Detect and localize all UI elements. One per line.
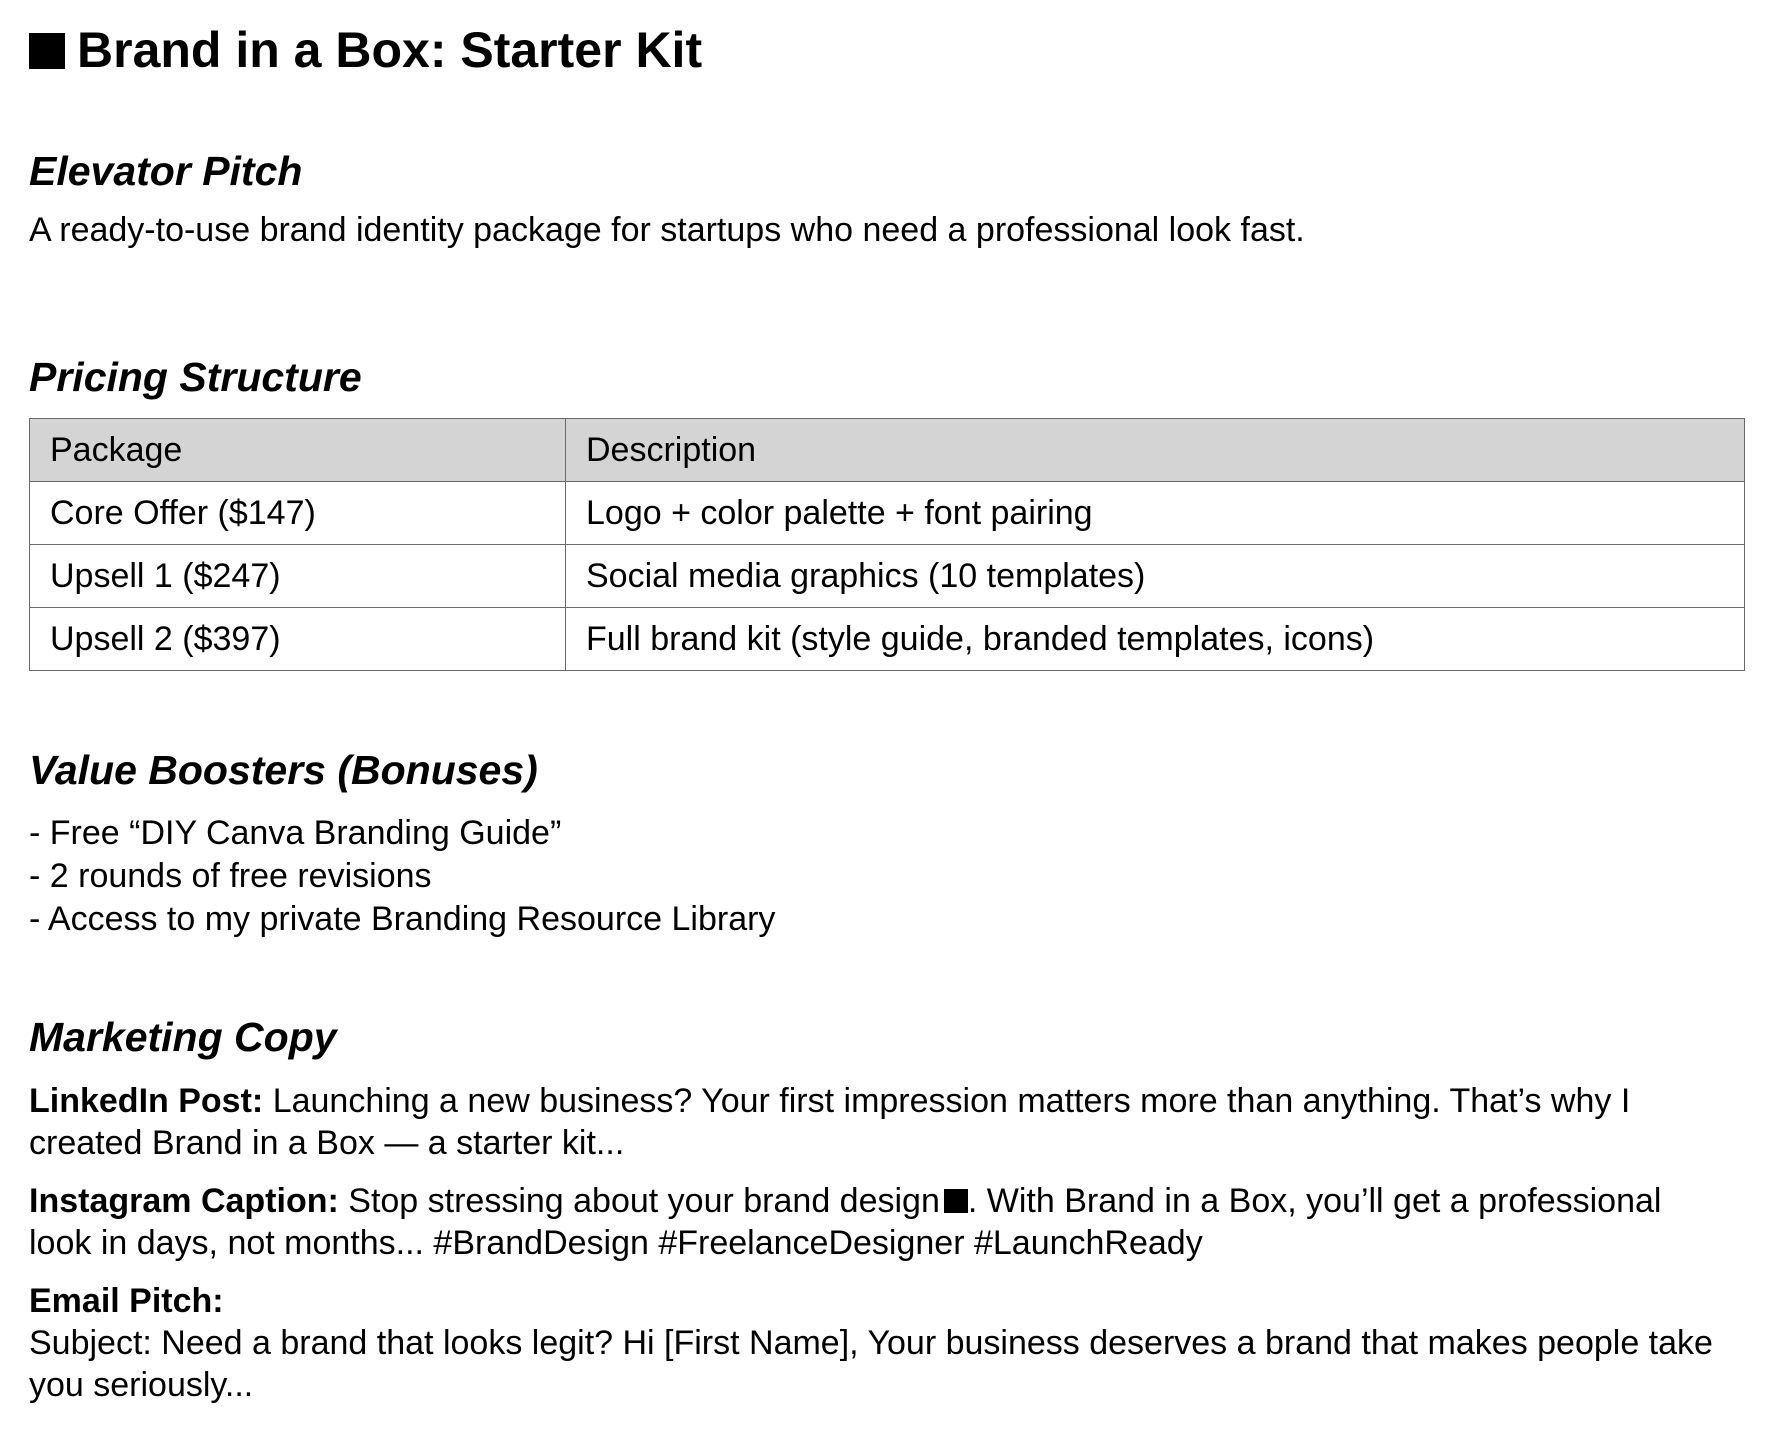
description-cell: Logo + color palette + font pairing bbox=[566, 482, 1745, 545]
pricing-table-header-row bbox=[30, 419, 1745, 482]
elevator-pitch-text: A ready-to-use brand identity package for startups who need a professional look fast. bbox=[29, 211, 1305, 249]
table-row bbox=[30, 545, 1745, 608]
instagram-caption-text: Stop stressing about your brand design bbox=[348, 1182, 940, 1220]
email-pitch-text: Subject: Need a brand that looks legit? Hi [First Name], Your business deserves a brand that makes people take you seriously... bbox=[29, 1324, 1713, 1404]
value-boosters-heading: Value Boosters (Bonuses) bbox=[29, 747, 538, 793]
linkedin-post-text: Launching a new business? Your first impression matters more than anything. That’s why I created Brand in a Box — a starter kit... bbox=[29, 1082, 1631, 1162]
package-cell: Upsell 2 ($397) bbox=[30, 608, 566, 671]
marketing-copy-heading: Marketing Copy bbox=[29, 1014, 337, 1060]
email-pitch-label: Email Pitch: bbox=[29, 1282, 224, 1320]
document-title-text: Brand in a Box: Starter Kit bbox=[77, 22, 703, 78]
linkedin-post-label: LinkedIn Post: bbox=[29, 1082, 264, 1120]
bonus-list bbox=[29, 812, 775, 941]
list-item: - 2 rounds of free revisions bbox=[29, 857, 432, 895]
list-item: - Access to my private Branding Resource Library bbox=[29, 900, 776, 938]
pricing-structure-heading: Pricing Structure bbox=[29, 354, 362, 400]
package-cell: Upsell 1 ($247) bbox=[30, 545, 566, 608]
package-cell: Core Offer ($147) bbox=[30, 482, 566, 545]
document-title bbox=[29, 20, 702, 80]
elevator-pitch-heading: Elevator Pitch bbox=[29, 148, 303, 194]
description-cell: Full brand kit (style guide, branded templates, icons) bbox=[566, 608, 1745, 671]
instagram-caption bbox=[29, 1180, 1729, 1264]
instagram-caption-text-rest: . With Brand in a Box, you’ll get a professional look in days, not months... #BrandDesign #FreelanceDesigner #LaunchReady bbox=[29, 1182, 1662, 1262]
pricing-table bbox=[29, 418, 1745, 671]
column-header-description: Description bbox=[566, 419, 1745, 482]
instagram-caption-label: Instagram Caption: bbox=[29, 1182, 339, 1220]
description-cell: Social media graphics (10 templates) bbox=[566, 545, 1745, 608]
black-square-icon bbox=[944, 1189, 968, 1213]
list-item: - Free “DIY Canva Branding Guide” bbox=[29, 814, 562, 852]
linkedin-post bbox=[29, 1080, 1729, 1164]
email-pitch bbox=[29, 1280, 1729, 1406]
table-row bbox=[30, 482, 1745, 545]
black-square-icon bbox=[29, 33, 65, 69]
column-header-package: Package bbox=[30, 419, 566, 482]
table-row bbox=[30, 608, 1745, 671]
